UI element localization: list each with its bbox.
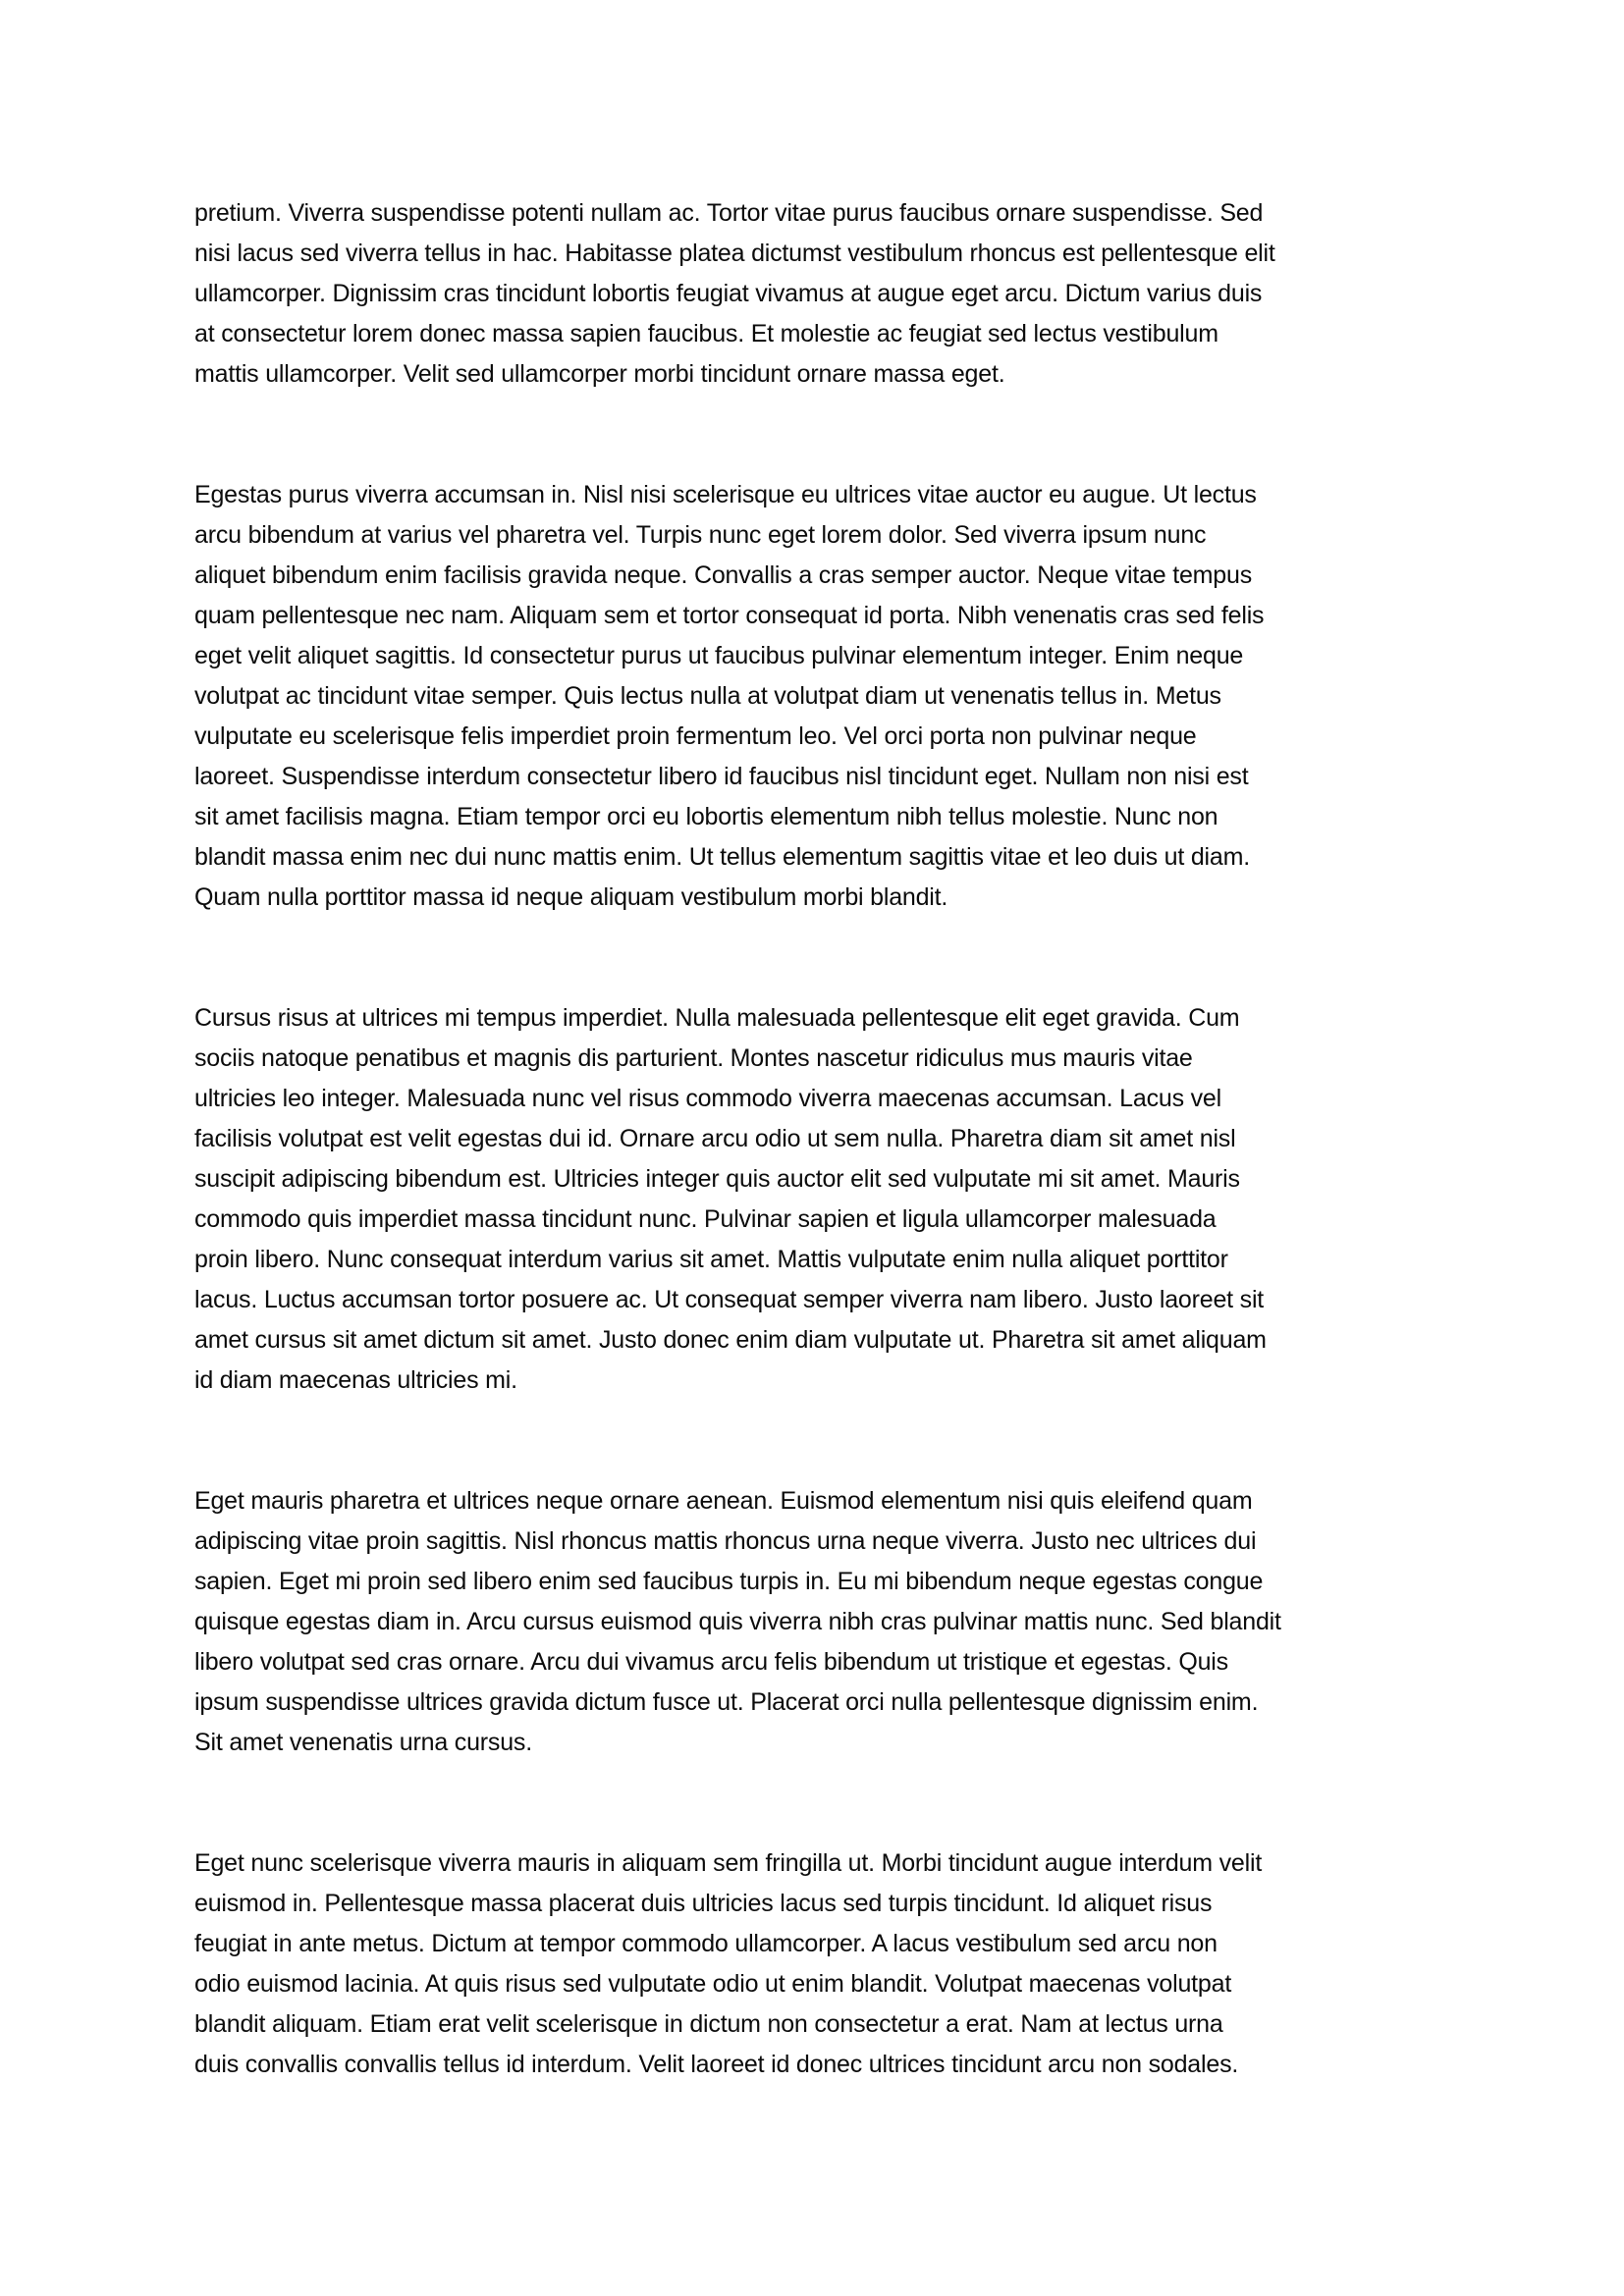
- text-line: mattis ullamcorper. Velit sed ullamcorper morbi tincidunt ornare massa eget.: [194, 360, 1005, 388]
- text-line: blandit aliquam. Etiam erat velit scelerisque in dictum non consectetur a erat. Nam at lectus urna: [194, 2010, 1223, 2038]
- text-line: nisi lacus sed viverra tellus in hac. Habitasse platea dictumst vestibulum rhoncus est pellentesque elit: [194, 240, 1275, 267]
- paragraph-2: [194, 475, 1430, 918]
- text-line: Eget mauris pharetra et ultrices neque ornare aenean. Euismod elementum nisi quis eleifend quam: [194, 1487, 1253, 1515]
- paragraph-5: [194, 1843, 1430, 2085]
- text-line: quisque egestas diam in. Arcu cursus euismod quis viverra nibh cras pulvinar mattis nunc. Sed blandit: [194, 1608, 1281, 1635]
- text-line: ultricies leo integer. Malesuada nunc vel risus commodo viverra maecenas accumsan. Lacus vel: [194, 1085, 1221, 1112]
- paragraph-3: [194, 998, 1430, 1401]
- text-line: adipiscing vitae proin sagittis. Nisl rhoncus mattis rhoncus urna neque viverra. Justo nec ultrices dui: [194, 1527, 1257, 1555]
- text-line: proin libero. Nunc consequat interdum varius sit amet. Mattis vulputate enim nulla aliquet porttitor: [194, 1246, 1228, 1273]
- text-line: duis convallis convallis tellus id interdum. Velit laoreet id donec ultrices tincidunt arcu non sodales.: [194, 2051, 1239, 2078]
- text-line: id diam maecenas ultricies mi.: [194, 1366, 517, 1394]
- text-line: vulputate eu scelerisque felis imperdiet proin fermentum leo. Vel orci porta non pulvinar neque: [194, 722, 1197, 750]
- text-line: Eget nunc scelerisque viverra mauris in aliquam sem fringilla ut. Morbi tincidunt augue interdum velit: [194, 1849, 1263, 1877]
- text-line: Cursus risus at ultrices mi tempus imperdiet. Nulla malesuada pellentesque elit eget gravida. Cum: [194, 1004, 1240, 1032]
- text-line: libero volutpat sed cras ornare. Arcu dui vivamus arcu felis bibendum ut tristique et egestas. Quis: [194, 1648, 1228, 1676]
- text-line: lacus. Luctus accumsan tortor posuere ac. Ut consequat semper viverra nam libero. Justo laoreet sit: [194, 1286, 1265, 1313]
- text-line: Egestas purus viverra accumsan in. Nisl nisi scelerisque eu ultrices vitae auctor eu augue. Ut lectus: [194, 481, 1257, 508]
- text-line: suscipit adipiscing bibendum est. Ultricies integer quis auctor elit sed vulputate mi sit amet. Mauris: [194, 1165, 1240, 1193]
- text-line: volutpat ac tincidunt vitae semper. Quis lectus nulla at volutpat diam ut venenatis tellus in. Metus: [194, 682, 1221, 710]
- text-line: odio euismod lacinia. At quis risus sed vulputate odio ut enim blandit. Volutpat maecenas volutpat: [194, 1970, 1232, 1998]
- text-line: sociis natoque penatibus et magnis dis parturient. Montes nascetur ridiculus mus mauris vitae: [194, 1044, 1193, 1072]
- text-line: aliquet bibendum enim facilisis gravida neque. Convallis a cras semper auctor. Neque vitae tempus: [194, 561, 1253, 589]
- text-line: facilisis volutpat est velit egestas dui id. Ornare arcu odio ut sem nulla. Pharetra diam sit amet nisl: [194, 1125, 1236, 1152]
- text-line: quam pellentesque nec nam. Aliquam sem et tortor consequat id porta. Nibh venenatis cras sed felis: [194, 602, 1265, 629]
- text-line: laoreet. Suspendisse interdum consectetur libero id faucibus nisl tincidunt eget. Nullam non nisi est: [194, 763, 1249, 790]
- document-text-body: [194, 193, 1430, 2085]
- text-line: Sit amet venenatis urna cursus.: [194, 1729, 532, 1756]
- paragraph-1: [194, 193, 1430, 395]
- text-line: Quam nulla porttitor massa id neque aliquam vestibulum morbi blandit.: [194, 883, 948, 911]
- text-line: pretium. Viverra suspendisse potenti nullam ac. Tortor vitae purus faucibus ornare suspendisse. Sed: [194, 199, 1264, 227]
- text-line: blandit massa enim nec dui nunc mattis enim. Ut tellus elementum sagittis vitae et leo duis ut diam.: [194, 843, 1250, 871]
- text-line: ipsum suspendisse ultrices gravida dictum fusce ut. Placerat orci nulla pellentesque dignissim enim.: [194, 1688, 1259, 1716]
- text-line: amet cursus sit amet dictum sit amet. Justo donec enim diam vulputate ut. Pharetra sit amet aliquam: [194, 1326, 1267, 1354]
- text-line: commodo quis imperdiet massa tincidunt nunc. Pulvinar sapien et ligula ullamcorper malesuada: [194, 1205, 1217, 1233]
- text-line: ullamcorper. Dignissim cras tincidunt lobortis feugiat vivamus at augue eget arcu. Dictum varius duis: [194, 280, 1263, 307]
- text-line: feugiat in ante metus. Dictum at tempor commodo ullamcorper. A lacus vestibulum sed arcu non: [194, 1930, 1218, 1957]
- text-line: at consectetur lorem donec massa sapien faucibus. Et molestie ac feugiat sed lectus vestibulum: [194, 320, 1218, 347]
- text-line: sapien. Eget mi proin sed libero enim sed faucibus turpis in. Eu mi bibendum neque egestas congue: [194, 1568, 1264, 1595]
- text-line: euismod in. Pellentesque massa placerat duis ultricies lacus sed turpis tincidunt. Id aliquet risus: [194, 1890, 1213, 1917]
- text-line: sit amet facilisis magna. Etiam tempor orci eu lobortis elementum nibh tellus molestie. Nunc non: [194, 803, 1218, 830]
- text-line: arcu bibendum at varius vel pharetra vel. Turpis nunc eget lorem dolor. Sed viverra ipsum nunc: [194, 521, 1207, 549]
- text-line: eget velit aliquet sagittis. Id consectetur purus ut faucibus pulvinar elementum integer. Enim neque: [194, 642, 1244, 669]
- paragraph-4: [194, 1481, 1430, 1763]
